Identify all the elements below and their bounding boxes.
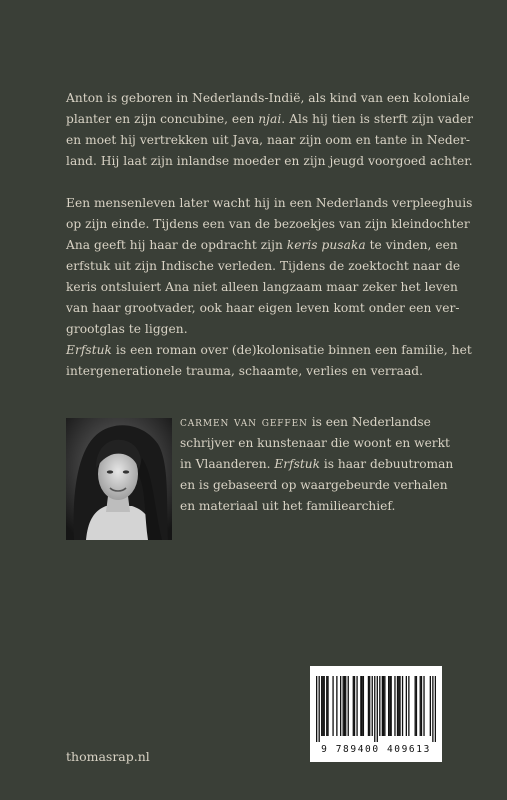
text-line: Anton is geboren in Nederlands-Indië, als kind van een koloniale bbox=[66, 91, 470, 105]
italic-term: keris pusaka bbox=[286, 238, 366, 252]
author-photo bbox=[66, 418, 172, 540]
blurb-paragraph-3 bbox=[66, 340, 472, 382]
barcode-bar bbox=[332, 676, 333, 736]
author-name: carmen van geffen bbox=[180, 415, 308, 429]
barcode-bar bbox=[421, 676, 422, 736]
barcode-bar bbox=[322, 676, 323, 736]
barcode-bar bbox=[369, 676, 370, 736]
barcode-bar bbox=[353, 676, 354, 736]
barcode-bar bbox=[382, 676, 383, 736]
barcode-bar bbox=[321, 676, 322, 736]
barcode-bar bbox=[354, 676, 355, 736]
barcode-bar bbox=[402, 676, 403, 736]
barcode-bar bbox=[406, 676, 407, 736]
text-line: keris ontsluiert Ana niet alleen langzaam maar zeker het leven bbox=[66, 280, 458, 294]
barcode-bar bbox=[336, 676, 337, 736]
text-line: in Vlaanderen. Erfstuk is haar debuutroman bbox=[180, 457, 454, 471]
barcode-bar bbox=[435, 676, 436, 742]
text-line: erfstuk uit zijn Indische verleden. Tijdens de zoektocht naar de bbox=[66, 259, 461, 273]
barcode-bar bbox=[398, 676, 399, 736]
author-bio bbox=[180, 412, 454, 517]
text-line: planter en zijn concubine, een njai. Als hij tien is sterft zijn vader bbox=[66, 112, 474, 126]
publisher-url[interactable]: thomasrap.nl bbox=[66, 749, 150, 764]
blurb-paragraph-1 bbox=[66, 88, 474, 172]
italic-term: Erfstuk bbox=[66, 343, 112, 357]
barcode-bar bbox=[374, 676, 375, 742]
barcode-bar bbox=[361, 676, 362, 736]
text-line: van haar grootvader, ook haar eigen leven komt onder een ver- bbox=[66, 301, 460, 315]
barcode-bar bbox=[423, 676, 424, 736]
blurb-paragraph-2 bbox=[66, 193, 473, 340]
barcode-bar bbox=[326, 676, 327, 736]
text-line: schrijver en kunstenaar die woont en werkt bbox=[180, 436, 450, 450]
text-line: op zijn einde. Tijdens een van de bezoekjes van zijn kleindochter bbox=[66, 217, 470, 231]
barcode-bar bbox=[377, 676, 378, 742]
text-line: Een mensenleven later wacht hij in een Nederlands verpleeghuis bbox=[66, 196, 473, 210]
barcode-bar bbox=[383, 676, 384, 736]
barcode-bar bbox=[432, 676, 433, 742]
barcode-bar bbox=[344, 676, 345, 736]
barcode-bar bbox=[327, 676, 328, 736]
barcode-bar bbox=[389, 676, 390, 736]
text-line: en moet hij vertrekken uit Java, naar zijn oom en tante in Neder- bbox=[66, 133, 470, 147]
barcode-bar bbox=[391, 676, 392, 736]
barcode-bar bbox=[399, 676, 400, 736]
barcode-bar bbox=[394, 676, 395, 736]
text-line: Erfstuk is een roman over (de)kolonisatie binnen een familie, het bbox=[66, 343, 472, 357]
barcode-bar bbox=[430, 676, 431, 736]
barcode-bar bbox=[379, 676, 380, 736]
author-portrait-image bbox=[66, 418, 172, 540]
barcode-bar bbox=[408, 676, 409, 736]
text-line: en is gebaseerd op waargebeurde verhalen bbox=[180, 478, 448, 492]
barcode-bar bbox=[363, 676, 364, 736]
isbn-number: 9 789400 409613 bbox=[321, 744, 431, 755]
italic-term: Erfstuk bbox=[274, 457, 320, 471]
barcode-bar bbox=[356, 676, 357, 736]
barcode-bar bbox=[319, 676, 320, 742]
barcode-bar bbox=[343, 676, 344, 736]
text-line: carmen van geffen is een Nederlandse bbox=[180, 415, 431, 429]
barcode-bar bbox=[420, 676, 421, 736]
italic-term: njai bbox=[258, 112, 282, 126]
barcode bbox=[310, 666, 442, 762]
barcode-bar bbox=[324, 676, 325, 736]
text-line: intergenerationele trauma, schaamte, verlies en verraad. bbox=[66, 364, 424, 378]
barcode-bar bbox=[340, 676, 341, 736]
barcode-bar bbox=[415, 676, 416, 736]
text-line: Ana geeft hij haar de opdracht zijn keris pusaka te vinden, een bbox=[66, 238, 458, 252]
text-line: land. Hij laat zijn inlandse moeder en zijn jeugd voorgoed achter. bbox=[66, 154, 473, 168]
barcode-bar bbox=[368, 676, 369, 736]
barcode-bar bbox=[397, 676, 398, 736]
text-line: en materiaal uit het familiearchief. bbox=[180, 499, 396, 513]
barcode-bar bbox=[372, 676, 373, 736]
barcode-bar bbox=[316, 676, 317, 742]
barcode-bars bbox=[316, 676, 436, 742]
barcode-bar bbox=[345, 676, 346, 736]
barcode-bar bbox=[384, 676, 385, 736]
barcode-bar bbox=[360, 676, 361, 736]
barcode-bar bbox=[348, 676, 349, 736]
text-line: grootglas te liggen. bbox=[66, 322, 188, 336]
barcode-bar bbox=[388, 676, 389, 736]
barcode-bar bbox=[416, 676, 417, 736]
